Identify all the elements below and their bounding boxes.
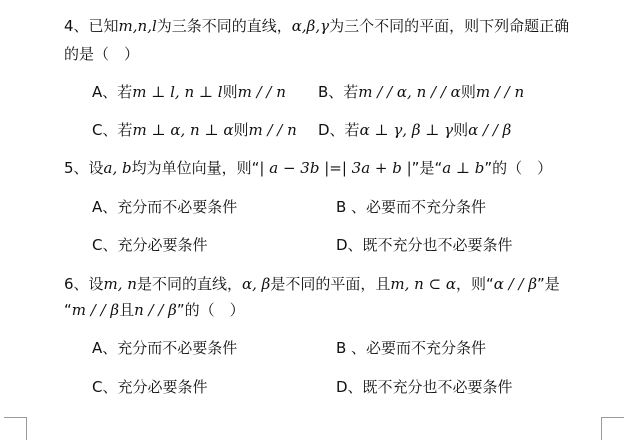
option-math: m ⊥ α, n ⊥ α — [132, 121, 234, 139]
option-math: m / / n — [237, 83, 286, 101]
q5-option-d: D、既不充分也不必要条件 — [336, 236, 513, 254]
q4-stem-text: 为三条不同的直线， — [156, 17, 292, 35]
q5-option-a: A、充分而不必要条件 — [92, 198, 238, 216]
q5-option-c: C、充分必要条件 — [92, 236, 208, 254]
option-math: α / / β — [468, 121, 512, 139]
q6-stem-text: 是不同的直线， — [136, 275, 242, 293]
q6-stem-text: ，则“ — [456, 275, 494, 293]
q4-option-a — [92, 82, 286, 102]
option-math: m ⊥ l, n ⊥ l — [132, 83, 223, 101]
q5-stem-text: ”的（ ） — [484, 159, 553, 177]
option-label: D、若 — [318, 121, 360, 139]
q6-stem-line2 — [64, 300, 245, 320]
q6-stem-line1 — [64, 274, 560, 294]
q6-stem-text: ”是 — [537, 275, 560, 293]
q6-stem-math: m, n — [103, 275, 137, 293]
q5-stem-text: ”是“ — [411, 159, 443, 177]
q6-stem-math: m / / β — [71, 301, 120, 319]
q6-stem-text: 6、设 — [64, 275, 104, 293]
option-math: m / / n — [248, 121, 297, 139]
q6-stem-math: m, n ⊂ α — [390, 275, 456, 293]
q5-option-b: B 、必要而不充分条件 — [336, 198, 487, 216]
option-label: A、若 — [92, 83, 133, 101]
q6-option-b: B 、必要而不充分条件 — [336, 339, 487, 357]
q6-stem-math: α / / β — [493, 275, 537, 293]
q4-stem-math: m,n,l — [118, 17, 157, 35]
q4-stem-math: α,β,γ — [291, 17, 330, 35]
q6-option-c: C、充分必要条件 — [92, 378, 208, 396]
q4-stem-text: 4、已知 — [64, 17, 119, 35]
q4-option-d — [318, 120, 511, 140]
q5-stem-text: 5、设 — [64, 159, 104, 177]
option-text: 则 — [222, 83, 238, 101]
q4-option-b — [318, 82, 524, 102]
option-label: B、若 — [318, 83, 359, 101]
q6-option-a: A、充分而不必要条件 — [92, 339, 238, 357]
q6-stem-text: “ — [64, 301, 72, 319]
q4-stem-line2: 的是（ ） — [64, 45, 140, 63]
option-math: m / / n — [475, 83, 525, 101]
q4-stem-line1 — [64, 16, 569, 36]
q5-stem-math: a, b — [103, 159, 132, 177]
option-label: C、若 — [92, 121, 133, 139]
q6-option-d: D、既不充分也不必要条件 — [336, 378, 513, 396]
q5-stem-text: 均为单位向量，则“ — [131, 159, 260, 177]
page-corner-marker — [4, 417, 27, 440]
q6-stem-text: 且 — [119, 301, 135, 319]
q6-stem-text: 是不同的平面，且 — [270, 275, 391, 293]
option-text: 则 — [460, 83, 476, 101]
q4-stem-text: 为三个不同的平面，则下列命题正确 — [329, 17, 570, 35]
q5-stem-math: a ⊥ b — [442, 159, 485, 177]
option-text: 则 — [453, 121, 469, 139]
option-text: 则 — [233, 121, 249, 139]
q6-stem-text: ”的（ ） — [176, 301, 245, 319]
option-math: α ⊥ γ, β ⊥ γ — [359, 121, 454, 139]
q4-option-c — [92, 120, 297, 140]
q5-stem — [64, 158, 552, 178]
page-corner-marker — [601, 417, 624, 440]
q5-stem-math: | a − 3b |=| 3a + b | — [259, 159, 412, 177]
q6-stem-math: n / / β — [134, 301, 177, 319]
q6-stem-math: α, β — [241, 275, 271, 293]
option-math: m / / α, n / / α — [358, 83, 461, 101]
